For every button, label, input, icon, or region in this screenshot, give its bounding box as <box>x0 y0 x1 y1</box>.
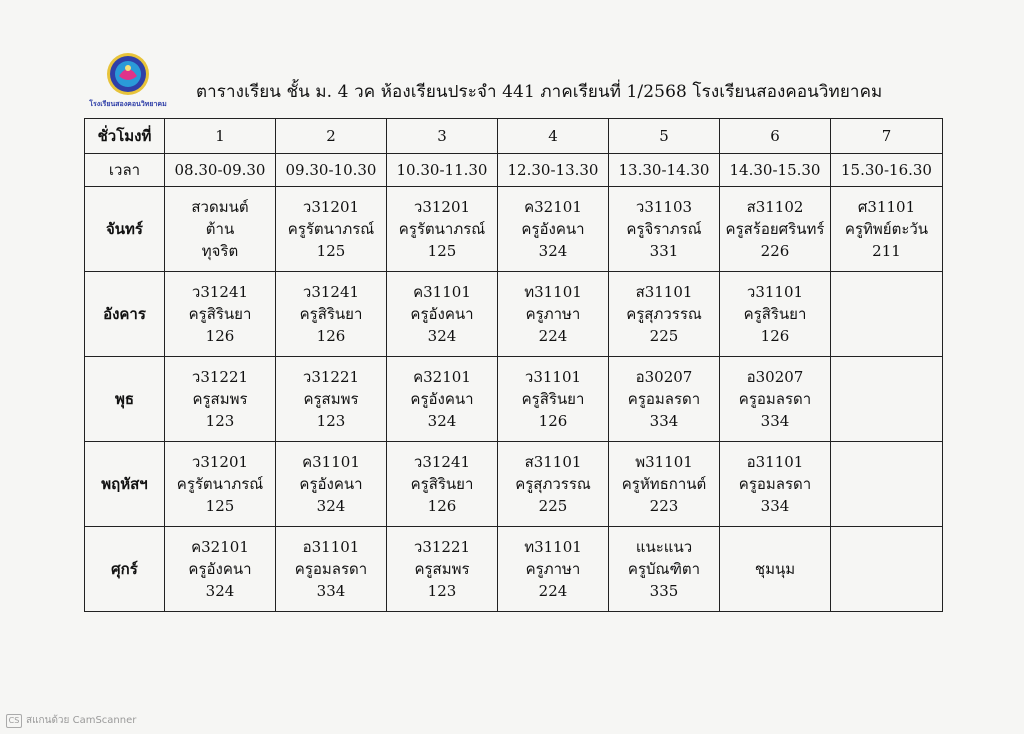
room-number: 224 <box>538 327 568 345</box>
class-slot <box>276 357 387 442</box>
teacher-name: ครูบัณฑิตา <box>627 560 701 578</box>
teacher-name: ครูอมลรดา <box>738 390 812 408</box>
class-slot <box>609 272 720 357</box>
room-number: 324 <box>427 412 457 430</box>
class-slot <box>276 187 387 272</box>
subject-code: ว31201 <box>191 453 249 471</box>
teacher-name: ครูสิรินยา <box>188 305 252 323</box>
period-number: 6 <box>720 119 831 154</box>
camscanner-icon: CS <box>6 714 22 728</box>
room-number: 123 <box>316 412 346 430</box>
room-number: 126 <box>316 327 346 345</box>
teacher-name: ครูสิรินยา <box>299 305 363 323</box>
class-slot <box>720 272 831 357</box>
room-number: 223 <box>649 497 679 515</box>
school-emblem-icon <box>88 50 168 110</box>
day-row <box>85 357 943 442</box>
subject-code: อ30207 <box>746 368 804 386</box>
subject-code: ว31201 <box>302 198 360 216</box>
timetable <box>84 118 943 612</box>
room-number: 126 <box>760 327 790 345</box>
subject-code: อ31101 <box>746 453 804 471</box>
teacher-name: ครูจิราภรณ์ <box>626 220 702 238</box>
subject-code: ว31241 <box>191 283 249 301</box>
day-name: พุธ <box>85 357 165 442</box>
subject-code: สวดมนต์ <box>191 198 249 216</box>
room-number: 123 <box>427 582 457 600</box>
room-number: 125 <box>205 497 235 515</box>
subject-code: ว31101 <box>524 368 582 386</box>
room-number: 331 <box>649 242 679 260</box>
class-slot <box>831 442 943 527</box>
teacher-name: ครูสิรินยา <box>743 305 807 323</box>
teacher-name: ต้าน <box>205 220 235 238</box>
subject-code: ว31241 <box>302 283 360 301</box>
room-number: 324 <box>316 497 346 515</box>
period-time: 13.30-14.30 <box>609 154 720 187</box>
day-name: จันทร์ <box>85 187 165 272</box>
period-number: 2 <box>276 119 387 154</box>
class-slot <box>720 442 831 527</box>
subject-code: ส31102 <box>746 198 804 216</box>
room-number: 324 <box>205 582 235 600</box>
class-slot <box>609 357 720 442</box>
room-number: 125 <box>427 242 457 260</box>
period-number: 4 <box>498 119 609 154</box>
room-number: 334 <box>316 582 346 600</box>
teacher-name: ครูภาษา <box>525 305 581 323</box>
teacher-name: ครูอังคนา <box>188 560 252 578</box>
class-slot <box>165 272 276 357</box>
teacher-name: ครูรัตนาภรณ์ <box>398 220 486 238</box>
class-slot <box>609 187 720 272</box>
teacher-name: ครูหัทธกานต์ <box>621 475 707 493</box>
day-name: พฤหัสฯ <box>85 442 165 527</box>
teacher-name: ครูรัตนาภรณ์ <box>287 220 375 238</box>
teacher-name: ครูสุภวรรณ <box>626 305 702 323</box>
period-time: 10.30-11.30 <box>387 154 498 187</box>
subject-code: ชุมนุม <box>754 560 796 578</box>
teacher-name: ครูอมลรดา <box>294 560 368 578</box>
subject-code: ท31101 <box>524 538 582 556</box>
subject-code: ค32101 <box>191 538 249 556</box>
day-row <box>85 187 943 272</box>
logo-text: โรงเรียนสองคอนวิทยาคม <box>89 100 167 108</box>
subject-code: ศ31101 <box>857 198 916 216</box>
subject-code: ค32101 <box>413 368 471 386</box>
class-slot <box>387 357 498 442</box>
class-slot <box>276 442 387 527</box>
class-slot <box>609 527 720 612</box>
class-slot <box>720 527 831 612</box>
subject-code: พ31101 <box>635 453 693 471</box>
time-row <box>85 154 943 187</box>
class-slot <box>165 527 276 612</box>
subject-code: ค31101 <box>302 453 360 471</box>
time-label: เวลา <box>85 154 165 187</box>
day-name: อังคาร <box>85 272 165 357</box>
class-slot <box>387 442 498 527</box>
subject-code: ท31101 <box>524 283 582 301</box>
period-time: 15.30-16.30 <box>831 154 943 187</box>
teacher-name: ครูสมพร <box>414 560 470 578</box>
teacher-name: ครูรัตนาภรณ์ <box>176 475 264 493</box>
teacher-name: ครูสิรินยา <box>521 390 585 408</box>
subject-code: ว31103 <box>635 198 693 216</box>
day-row <box>85 442 943 527</box>
subject-code: อ31101 <box>302 538 360 556</box>
period-header-row <box>85 119 943 154</box>
class-slot <box>165 442 276 527</box>
period-time: 09.30-10.30 <box>276 154 387 187</box>
teacher-name: ครูอมลรดา <box>738 475 812 493</box>
class-slot <box>165 187 276 272</box>
room-number: 211 <box>872 242 901 260</box>
room-number: 126 <box>205 327 235 345</box>
room-number: 226 <box>760 242 790 260</box>
teacher-name: ครูทิพย์ตะวัน <box>844 220 929 238</box>
class-slot <box>831 527 943 612</box>
class-slot <box>276 527 387 612</box>
class-slot <box>720 187 831 272</box>
teacher-name: ครูอังคนา <box>410 390 474 408</box>
class-slot <box>498 527 609 612</box>
teacher-name: ครูสมพร <box>192 390 248 408</box>
class-slot <box>609 442 720 527</box>
period-time: 12.30-13.30 <box>498 154 609 187</box>
class-slot <box>387 527 498 612</box>
period-number: 3 <box>387 119 498 154</box>
subject-code: ว31101 <box>746 283 804 301</box>
subject-code: ค32101 <box>524 198 582 216</box>
class-slot <box>498 272 609 357</box>
room-number: 324 <box>427 327 457 345</box>
teacher-name: ครูอังคนา <box>410 305 474 323</box>
room-number: 123 <box>205 412 235 430</box>
class-slot <box>498 357 609 442</box>
scanner-watermark <box>6 713 136 728</box>
teacher-name: ครูอมลรดา <box>627 390 701 408</box>
subject-code: อ30207 <box>635 368 693 386</box>
day-row <box>85 272 943 357</box>
room-number: 225 <box>538 497 568 515</box>
subject-code: ว31221 <box>413 538 471 556</box>
class-slot <box>831 357 943 442</box>
class-slot <box>498 187 609 272</box>
teacher-name: ครูอังคนา <box>299 475 363 493</box>
period-number: 1 <box>165 119 276 154</box>
subject-code: แนะแนว <box>635 538 693 556</box>
room-number: 334 <box>760 412 790 430</box>
room-number: 324 <box>538 242 568 260</box>
room-number: 225 <box>649 327 679 345</box>
subject-code: ค31101 <box>413 283 471 301</box>
period-number: 5 <box>609 119 720 154</box>
subject-code: ส31101 <box>635 283 693 301</box>
room-number: 334 <box>760 497 790 515</box>
subject-code: ว31241 <box>413 453 471 471</box>
class-slot <box>165 357 276 442</box>
day-name: ศุกร์ <box>85 527 165 612</box>
room-number: ทุจริต <box>201 242 239 260</box>
subject-code: ส31101 <box>524 453 582 471</box>
period-time: 14.30-15.30 <box>720 154 831 187</box>
teacher-name: ครูสร้อยศรินทร์ <box>725 220 825 238</box>
teacher-name: ครูสิรินยา <box>410 475 474 493</box>
subject-code: ว31221 <box>191 368 249 386</box>
class-slot <box>720 357 831 442</box>
period-number: 7 <box>831 119 943 154</box>
day-row <box>85 527 943 612</box>
teacher-name: ครูสุภวรรณ <box>515 475 591 493</box>
class-slot <box>831 272 943 357</box>
room-number: 224 <box>538 582 568 600</box>
room-number: 334 <box>649 412 679 430</box>
subject-code: ว31201 <box>413 198 471 216</box>
period-time: 08.30-09.30 <box>165 154 276 187</box>
class-slot <box>387 272 498 357</box>
room-number: 125 <box>316 242 346 260</box>
teacher-name: ครูสมพร <box>303 390 359 408</box>
subject-code: ว31221 <box>302 368 360 386</box>
room-number: 335 <box>649 582 679 600</box>
class-slot <box>276 272 387 357</box>
period-label: ชั่วโมงที่ <box>85 119 165 154</box>
class-slot <box>831 187 943 272</box>
class-slot <box>387 187 498 272</box>
page-title: ตารางเรียน ชั้น ม. 4 วค ห้องเรียนประจำ 441 ภาคเรียนที่ 1/2568 โรงเรียนสองคอนวิทยาคม <box>196 82 883 102</box>
teacher-name: ครูภาษา <box>525 560 581 578</box>
room-number: 126 <box>427 497 457 515</box>
class-slot <box>498 442 609 527</box>
room-number: 126 <box>538 412 568 430</box>
teacher-name: ครูอังคนา <box>521 220 585 238</box>
scanner-watermark-text: สแกนด้วย CamScanner <box>26 715 137 726</box>
